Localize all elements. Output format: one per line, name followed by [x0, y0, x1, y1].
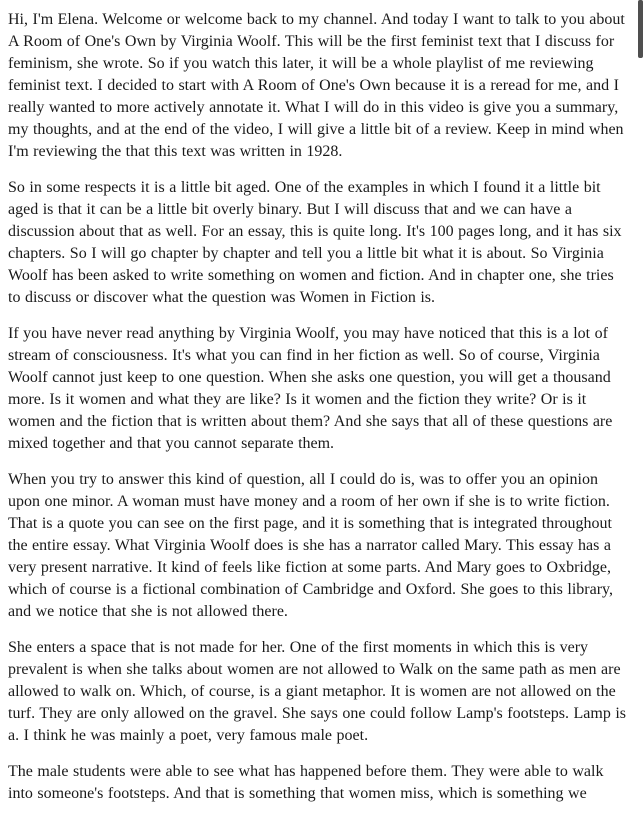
- paragraph-space-not-made-for-her: She enters a space that is not made for her. One of the first moments in which this is very prevalent is when she talks about women are not allowed to Walk on the same path as men are allowed to walk on. Which, of course, is a giant metaphor. It is women are not allowed on the turf. They are only allowed on the gravel. She says one could follow Lamp's footsteps. Lamp is a. I think he was mainly a poet, very famous male poet.: [8, 639, 627, 744]
- paragraph-intro: Hi, I'm Elena. Welcome or welcome back to my channel. And today I want to talk to you about A Room of One's Own by Virginia Woolf. This will be the first feminist text that I discuss for feminism, she wrote. So if you watch this later, it will be a whole playlist of me reviewing feminist text. I decided to start with A Room of One's Own because it is a reread for me, and I really wanted to more actively annotate it. What I will do in this video is give you a summary, my thoughts, and at the end of the video, I will give a little bit of a review. Keep in mind when I'm reviewing the that this text was written in 1928.: [8, 11, 625, 160]
- paragraph-male-students: The male students were able to see what has happened before them. They were able to walk into someone's footsteps. And that is something that women miss, which is something we: [8, 763, 604, 802]
- paragraph-stream-of-consciousness: If you have never read anything by Virginia Woolf, you may have noticed that this is a lot of stream of consciousness. It's what you can find in her fiction as well. So of course, Virginia Woolf cannot just keep to one question. When she asks one question, you will get a thousand more. Is it women and what they are like? Is it women and the fiction they write? Or is it women and the fiction that is written about them? And she says that all of these questions are mixed together and that you cannot separate them.: [8, 325, 613, 452]
- paragraph-aged-binary: So in some respects it is a little bit aged. One of the examples in which I found it a little bit aged is that it can be a little bit overly binary. But I will discuss that and we can have a discussion about that as well. For an essay, this is quite long. It's 100 pages long, and it has six chapters. So I will go chapter by chapter and tell you a little bit what it is about. So Virginia Woolf has been asked to write something on women and fiction. And in chapter one, she tries to discuss or discover what the question was Women in Fiction is.: [8, 179, 622, 306]
- paragraph-money-and-room: When you try to answer this kind of question, all I could do is, was to offer you an opinion upon one minor. A woman must have money and a room of her own if she is to write fiction. That is a quote you can see on the first page, and it is something that is integrated throughout the entire essay. What Virginia Woolf does is she has a narrator called Mary. This essay has a very present narrative. It kind of feels like fiction at some parts. And Mary goes to Oxbridge, which of course is a fictional combination of Cambridge and Oxford. She goes to this library, and we notice that she is not allowed there.: [8, 471, 613, 620]
- scrollbar-thumb[interactable]: [638, 0, 643, 58]
- scrollbar[interactable]: [637, 0, 643, 819]
